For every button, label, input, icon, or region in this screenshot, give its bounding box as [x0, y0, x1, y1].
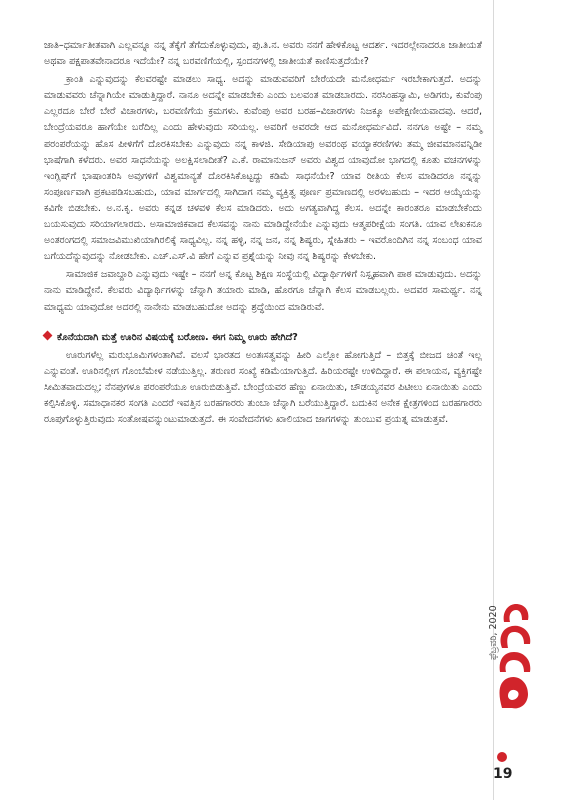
- magazine-logo: [494, 598, 538, 718]
- question-text: ಕೊನೆಯದಾಗಿ ಮತ್ತೆ ಊರಿನ ವಿಷಯಕ್ಕೆ ಬರೋಣ. ಈಗ ನಿಮ್ಮ ಊರು ಹೇಗಿದೆ?: [57, 331, 298, 343]
- interview-question: [44, 330, 482, 346]
- accent-dot: [497, 752, 507, 762]
- article-column: [44, 38, 482, 768]
- paragraph-3: ಸಾಮಾಜಿಕ ಜವಾಬ್ದಾರಿ ಎನ್ನುವುದು ಇಷ್ಟೇ – ನನಗೆ ಅನ್ನ ಕೊಟ್ಟ ಶಿಕ್ಷಣ ಸಂಸ್ಥೆಯಲ್ಲಿ ವಿದ್ಯಾರ್ಥಿಗಳಿಗೆ ನಿಸ್ಪೃಹವಾಗಿ ಪಾಠ ಮಾಡುವುದು. ಅದನ್ನು ನಾನು ಮಾಡಿದ್ದೇನೆ. ಕೆಲವರು ವಿದ್ಯಾರ್ಥಿಗಳನ್ನು ಚೆನ್ನಾಗಿ ತಯಾರು ಮಾಡಿ, ಹೊರಗೂ ಚೆನ್ನಾಗಿ ಕೆಲಸ ಮಾಡಬಲ್ಲರು. ಅದವರ ಸಾಮರ್ಥ್ಯ. ನನ್ನ ಮಾಧ್ಯಮ ಯಾವುದೋ ಅದರಲ್ಲಿ ನಾನೇನು ಮಾಡಬಹುದೋ ಅದನ್ನು ಶ್ರದ್ಧೆಯಿಂದ ಮಾಡಿರುವೆ.: [44, 269, 482, 313]
- answer-paragraph: ಊರುಗಳೆಲ್ಲ ಮರುಭೂಮಿಗಳಂತಾಗಿವೆ. ವಲಸೆ ಭಾರತದ ಅಂತಃಸತ್ವವನ್ನು ಹೀರಿ ಎಲ್ಲೋ ಹೋಗುತ್ತಿದೆ – ಬಿತ್ತಕ್ಕೆ ಬೀಜದ ಚಿಂತೆ ಇಲ್ಲ ಎನ್ನುವಂತೆ. ಊರಿನಲ್ಲೀಗ ಗೊಂಬೆಮೇಳ ನಡೆಯುತ್ತಿಲ್ಲ. ತರುಣರ ಸಂಖ್ಯೆ ಕಡಿಮೆಯಾಗುತ್ತಿದೆ. ಹಿರಿಯರಷ್ಟೇ ಉಳಿದಿದ್ದಾರೆ. ಈ ಪಲಾಯನ, ವ್ಯಕ್ತಿಗಷ್ಟೇ ಸೀಮಿತವಾದುದಲ್ಲ; ನೆನಪುಗಳೂ ಪರಂಪರೆಯೂ ಊರುಬಿಡುತ್ತಿವೆ. ಬೇಂದ್ರೆಯವರ ಹೆಣ್ಣು ಏನಾಯಿತು, ಚೌಡಯ್ಯನವರ ಪಿಟೀಲು ಏನಾಯಿತು ಎಂದು ಕಲ್ಪಿಸಿಕೊಳ್ಳಿ. ಸಮಾಧಾನಕರ ಸಂಗತಿ ಎಂದರೆ ಇವತ್ತಿನ ಬರಹಗಾರರು ತುಂಬಾ ಚೆನ್ನಾಗಿ ಬರೆಯುತ್ತಿದ್ದಾರೆ. ಬದುಕಿನ ಅನೇಕ ಕ್ಷೇತ್ರಗಳಿಂದ ಬರಹಗಾರರು ರೂಪುಗೊಳ್ಳುತ್ತಿರುವುದು ಸಂತೋಷವನ್ನುಂಟುಮಾಡುತ್ತದೆ. ಈ ಸಂವೇದನೆಗಳು ಖಾಲಿಯಾದ ಜಾಗಗಳನ್ನು ತುಂಬುವ ಪ್ರಯತ್ನ ಮಾಡುತ್ತವೆ.: [44, 349, 482, 426]
- page-number: 19: [493, 766, 513, 782]
- paragraph-1: ಜಾತಿ–ಧರ್ಮಾತೀತವಾಗಿ ಎಲ್ಲವನ್ನೂ ನನ್ನ ತೆಕ್ಕೆಗೆ ತೆಗೆದುಕೊಳ್ಳುವುದು, ಪು.ತಿ.ನ. ಅವರು ನನಗೆ ಹೇಳಿಕೊಟ್ಟ ಆದರ್ಶ. ಇದರಲ್ಲೇನಾದರೂ ಜಾತೀಯತೆ ಅಥವಾ ಪಕ್ಷಪಾತವೇನಾದರೂ ಇದೆಯೇ? ನನ್ನ ಬರವಣಿಗೆಯಲ್ಲಿ, ಸ್ಪಂದನಗಳಲ್ಲಿ ಜಾತೀಯತೆ ಕಾಣಿಸುತ್ತದೆಯೇ?: [44, 40, 482, 68]
- side-masthead: [486, 560, 546, 760]
- paragraph-2: ಕ್ರಾಂತಿ ಎನ್ನುವುದನ್ನು ಕೆಲವರಷ್ಟೇ ಮಾಡಲು ಸಾಧ್ಯ. ಅದನ್ನು ಮಾಡುವವರಿಗೆ ಬೇರೆಯದೇ ಮನೋಧರ್ಮ ಇರಬೇಕಾಗುತ್ತದೆ. ಅದನ್ನು ಮಾಡುವವರು ಚೆನ್ನಾಗಿಯೇ ಮಾಡುತ್ತಿದ್ದಾರೆ. ನಾನೂ ಅದನ್ನೇ ಮಾಡಬೇಕು ಎಂದು ಬಲವಂತ ಮಾಡಬಾರದು. ನರಸಿಂಹಸ್ವಾಮಿ, ಅಡಿಗರು, ಕುವೆಂಪು ಎಲ್ಲರದೂ ಬೇರೆ ಬೇರೆ ವಿಚಾರಗಳು, ಬರವಣಿಗೆಯ ಕ್ರಮಗಳು. ಕುವೆಂಪು ಅವರ ಬರಹ–ವಿಚಾರಗಳು ನಿಜಕ್ಕೂ ಅಪೇಕ್ಷಣೀಯವಾದವು. ಆದರೆ, ಬೇಂದ್ರೆಯವರೂ ಹಾಗೆಯೇ ಬರೆದಿಲ್ಲ ಎಂದು ಹೇಳುವುದು ಸರಿಯಲ್ಲ. ಅವರಿಗೆ ಅವರದೇ ಆದ ಮನೋಧರ್ಮವಿದೆ. ನನಗೂ ಅಷ್ಟೇ – ನಮ್ಮ ಪರಂಪರೆಯನ್ನು ಹೊಸ ಪೀಳಿಗೆಗೆ ದೊರಕಿಸಬೇಕು ಎನ್ನುವುದು ನನ್ನ ಕಾಳಜಿ. ಸೇಡಿಯಾಪು ಅವರಂಥ ವಯ್ಯಾಕರಣಿಗಳು ತಮ್ಮ ಜೀವಮಾನವನ್ನಿಡೀ ಭಾಷೆಗಾಗಿ ಕಳೆದರು. ಅವರ ಸಾಧನೆಯನ್ನು ಅಲಕ್ಷಿಸಲಾದೀತೆ? ಎ.ಕೆ. ರಾಮಾನುಜನ್ ಅವರು ವಿಶ್ವದ ಯಾವುದೋ ಭಾಗದಲ್ಲಿ ಕೂತು ವಚನಗಳನ್ನು ಇಂಗ್ಲಿಷ್‌ಗೆ ಭಾಷಾಂತರಿಸಿ ಅವುಗಳಿಗೆ ವಿಶ್ವಮಾನ್ಯತೆ ದೊರಕಿಸಿಕೊಟ್ಟದ್ದು ಕಡಿಮೆ ಸಾಧನೆಯೇ? ಯಾವ ರೀತಿಯ ಕೆಲಸ ಮಾಡಿದರೂ ನನ್ನನ್ನು ಸಂಪೂರ್ಣವಾಗಿ ಪ್ರಕಟಪಡಿಸಬಹುದು, ಯಾವ ಮಾರ್ಗದಲ್ಲಿ ಸಾಗಿದಾಗ ನಮ್ಮ ವ್ಯಕ್ತಿತ್ವ ಪೂರ್ಣ ಪ್ರಮಾಣದಲ್ಲಿ ಅರಳಬಹುದು – ಇದರ ಆಯ್ಕೆಯನ್ನು ಕವಿಗೇ ಬಿಡಬೇಕು. ಅ.ನ.ಕೃ. ಅವರು ಕನ್ನಡ ಚಳವಳಿ ಕೆಲಸ ಮಾಡಿದರು. ಅದು ಅಗತ್ಯವಾಗಿದ್ದ ಕೆಲಸ. ಅದನ್ನೇ ಕಾರಂತರೂ ಮಾಡಬೇಕೆಂದು ಬಯಸುವುದು ಸರಿಯಾಗಲಾರದು. ಅಸಾಮಾಜಿಕವಾದ ಕೆಲಸವನ್ನು ನಾನು ಮಾಡಿದ್ದೇನೆಯೇ ಎನ್ನುವುದು ಆತ್ಮಪರೀಕ್ಷೆಯ ಸಂಗತಿ. ಯಾವ ಲೇಖಕನೂ ಅಂತರಂಗದಲ್ಲಿ ಸಮಾಜವಿಮುಖಿಯಾಗಿರಲಿಕ್ಕೆ ಸಾಧ್ಯವಿಲ್ಲ. ನನ್ನ ಹಳ್ಳಿ, ನನ್ನ ಜನ, ನನ್ನ ಶಿಷ್ಯರು, ಸ್ನೇಹಿತರು – ಇವರೊಂದಿಗಿನ ನನ್ನ ಸಂಬಂಧ ಯಾವ ಬಗೆಯದೆನ್ನುವುದನ್ನು ನೋಡಬೇಕು. ಎಚ್.ಎಸ್.ವಿ ಹೇಗೆ ಎನ್ನುವ ಪ್ರಶ್ನೆಯನ್ನು ನೀವು ನನ್ನ ಶಿಷ್ಯರನ್ನು ಕೇಳಬೇಕು.: [44, 74, 482, 263]
- diamond-bullet-icon: [43, 330, 53, 340]
- issue-date: ಫೆಬ್ರವರಿ, 2020: [488, 605, 499, 660]
- article-body: [44, 38, 482, 430]
